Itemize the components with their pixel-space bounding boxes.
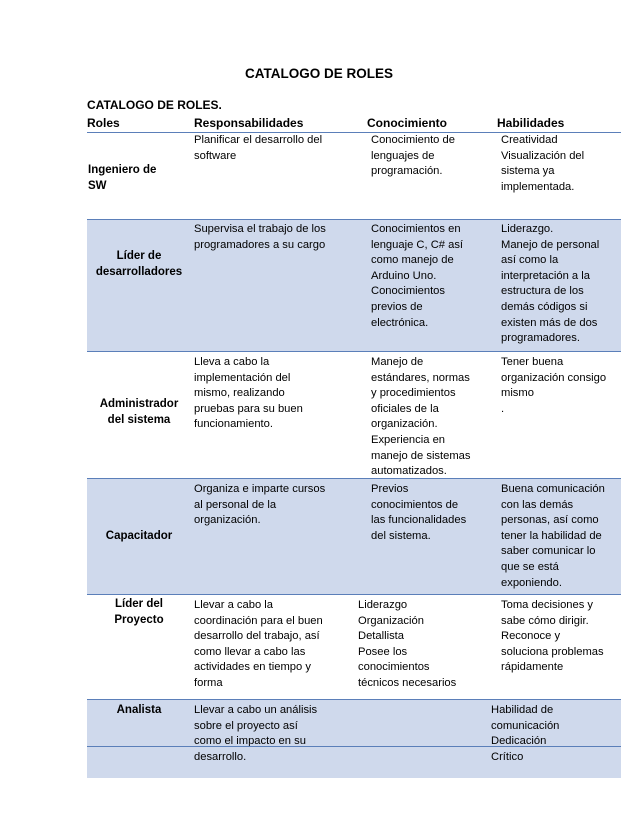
table-row [87, 133, 621, 220]
header-responsabilidades: Responsabilidades [194, 116, 304, 130]
role-name: Ingeniero de SW [88, 164, 157, 192]
header-conocimiento: Conocimiento [367, 116, 447, 130]
habilidades-cell: Tener buena organización consigo mismo . [501, 356, 607, 415]
habilidades-cell: Habilidad de comunicación Dedicación Crítico [491, 704, 560, 763]
conocimiento-cell: Conocimiento de lenguajes de programación. [371, 134, 455, 178]
responsabilidades-cell: Supervisa el trabajo de los programadores a su cargo [194, 223, 326, 251]
responsabilidades-cell: Planificar el desarrollo del software [194, 134, 323, 162]
responsabilidades-cell: Llevar a cabo un análisis sobre el proyecto así como el impacto en su desarrollo. [194, 704, 318, 763]
conocimiento-cell: Liderazgo Organización Detallista Posee los conocimientos técnicos necesarios [358, 599, 457, 689]
role-name: Líder del Proyecto [114, 598, 164, 626]
table-row [87, 352, 621, 479]
table-bottom-border [87, 746, 621, 747]
table-row [87, 595, 621, 700]
table-caption: CATALOGO DE ROLES. [87, 98, 222, 112]
header-habilidades: Habilidades [497, 116, 565, 130]
habilidades-cell: Creatividad Visualización del sistema ya implementada. [501, 134, 585, 193]
conocimiento-cell: Previos conocimientos de las funcionalidades del sistema. [371, 483, 467, 542]
role-name: Líder de desarrolladores [95, 250, 183, 278]
table-row [87, 700, 621, 778]
responsabilidades-cell: Llevar a cabo la coordinación para el buen desarrollo del trabajo, así como llevar a cabo las actividades en tiempo y forma [194, 599, 323, 689]
responsabilidades-cell: Lleva a cabo la implementación del mismo, realizando pruebas para su buen funcionamiento. [194, 356, 303, 431]
role-name: Analista [116, 704, 162, 716]
responsabilidades-cell: Organiza e imparte cursos al personal de la organización. [194, 483, 326, 527]
conocimiento-cell [355, 700, 488, 703]
table-row [87, 220, 621, 352]
conocimiento-cell: Conocimientos en lenguaje C, C# así como manejo de Arduino Uno. Conocimientos previos de electrónica. [371, 223, 464, 329]
habilidades-cell: Buena comunicación con las demás personas, así como tener la habilidad de saber comunicar lo que se está exponiendo. [501, 483, 605, 589]
habilidades-cell: Liderazgo. Manejo de personal así como la interpretación a la estructura de los demás códigos si existen más de dos programadores. [501, 223, 600, 345]
habilidades-cell: Toma decisiones y sabe cómo dirigir. Reconoce y soluciona problemas rápidamente [501, 599, 604, 674]
role-name: Administrador del sistema [99, 398, 179, 426]
roles-table [87, 96, 621, 778]
role-name: Capacitador [105, 530, 173, 542]
conocimiento-cell: Manejo de estándares, normas y procedimientos oficiales de la organización. Experiencia en manejo de sistemas automatizados. [371, 356, 471, 478]
table-header-row [87, 114, 621, 133]
document-title: CATALOGO DE ROLES [245, 66, 393, 81]
table-row [87, 479, 621, 595]
header-roles: Roles [87, 116, 120, 130]
